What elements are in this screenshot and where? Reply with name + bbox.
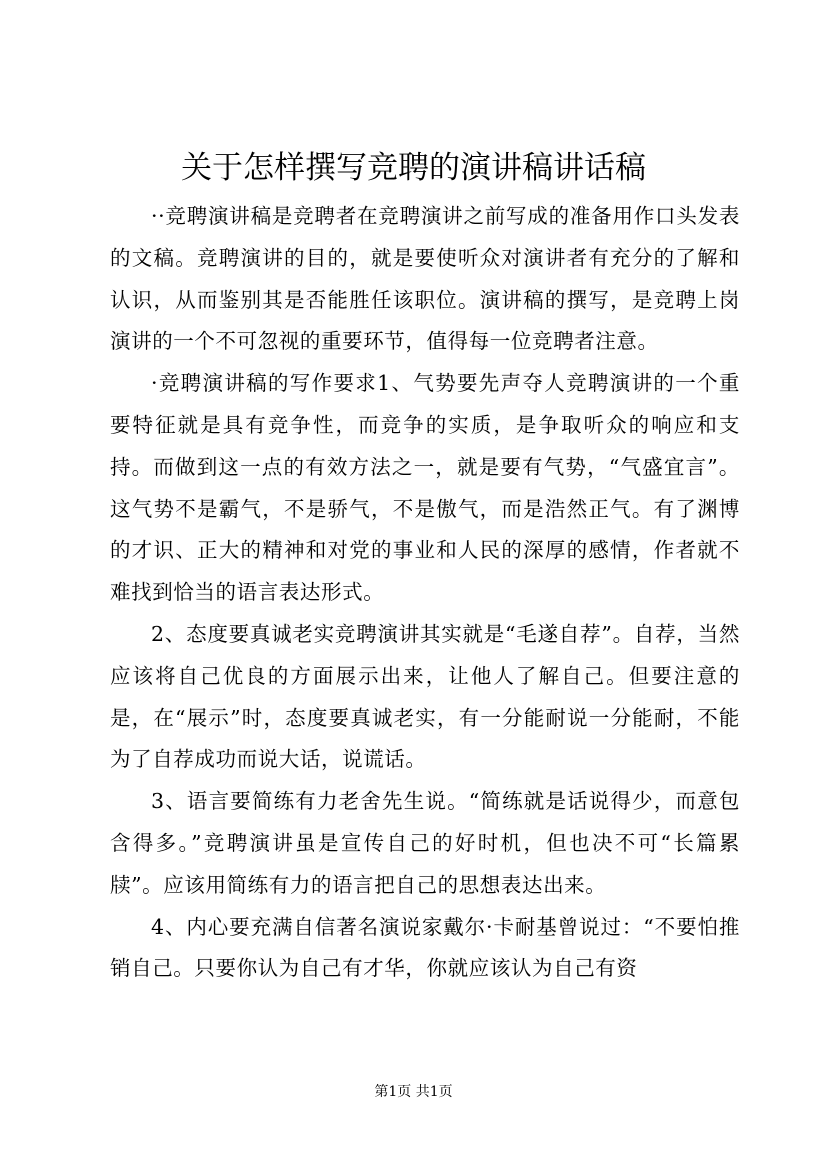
paragraph-requirement-3: 3、语言要简练有力老舍先生说。“简练就是话说得少，而意包含得多。”竞聘演讲虽是宣传自己的好时机，但也决不可“长篇累牍”。应该用简练有力的语言把自己的思想表达出来。: [110, 789, 740, 897]
paragraph-intro: ··竞聘演讲稿是竞聘者在竞聘演讲之前写成的准备用作口头发表的文稿。竞聘演讲的目的，就是要使听众对演讲者有充分的了解和认识，从而鉴别其是否能胜任该职位。演讲稿的撰写，是竞聘上岗演讲的一个不可忽视的重要环节，值得每一位竞聘者注意。: [110, 204, 740, 354]
paragraph-requirement-1: ·竞聘演讲稿的写作要求1、气势要先声夺人竞聘演讲的一个重要特征就是具有竞争性，而竞争的实质，是争取听众的响应和支持。而做到这一点的有效方法之一，就是要有气势，“气盛宜言”。这气势不是霸气，不是骄气，不是傲气，而是浩然正气。有了渊博的才识、正大的精神和对党的事业和人民的深厚的感情，作者就不难找到恰当的语言表达形式。: [110, 371, 740, 605]
document-body: [110, 196, 740, 990]
page-footer: 第1页 共1页: [374, 1084, 453, 1100]
document-title: 关于怎样撰写竞聘的演讲稿讲话稿: [181, 150, 646, 186]
paragraph-requirement-2: 2、态度要真诚老实竞聘演讲其实就是“毛遂自荐”。自荐，当然应该将自己优良的方面展示出来，让他人了解自己。但要注意的是，在“展示”时，态度要真诚老实，有一分能耐说一分能耐，不能为了自荐成功而说大话，说谎话。: [110, 621, 740, 772]
paragraph-requirement-4: 4、内心要充满自信著名演说家戴尔·卡耐基曾说过：“不要怕推销自己。只要你认为自己有才华，你就应该认为自己有资: [110, 914, 740, 981]
